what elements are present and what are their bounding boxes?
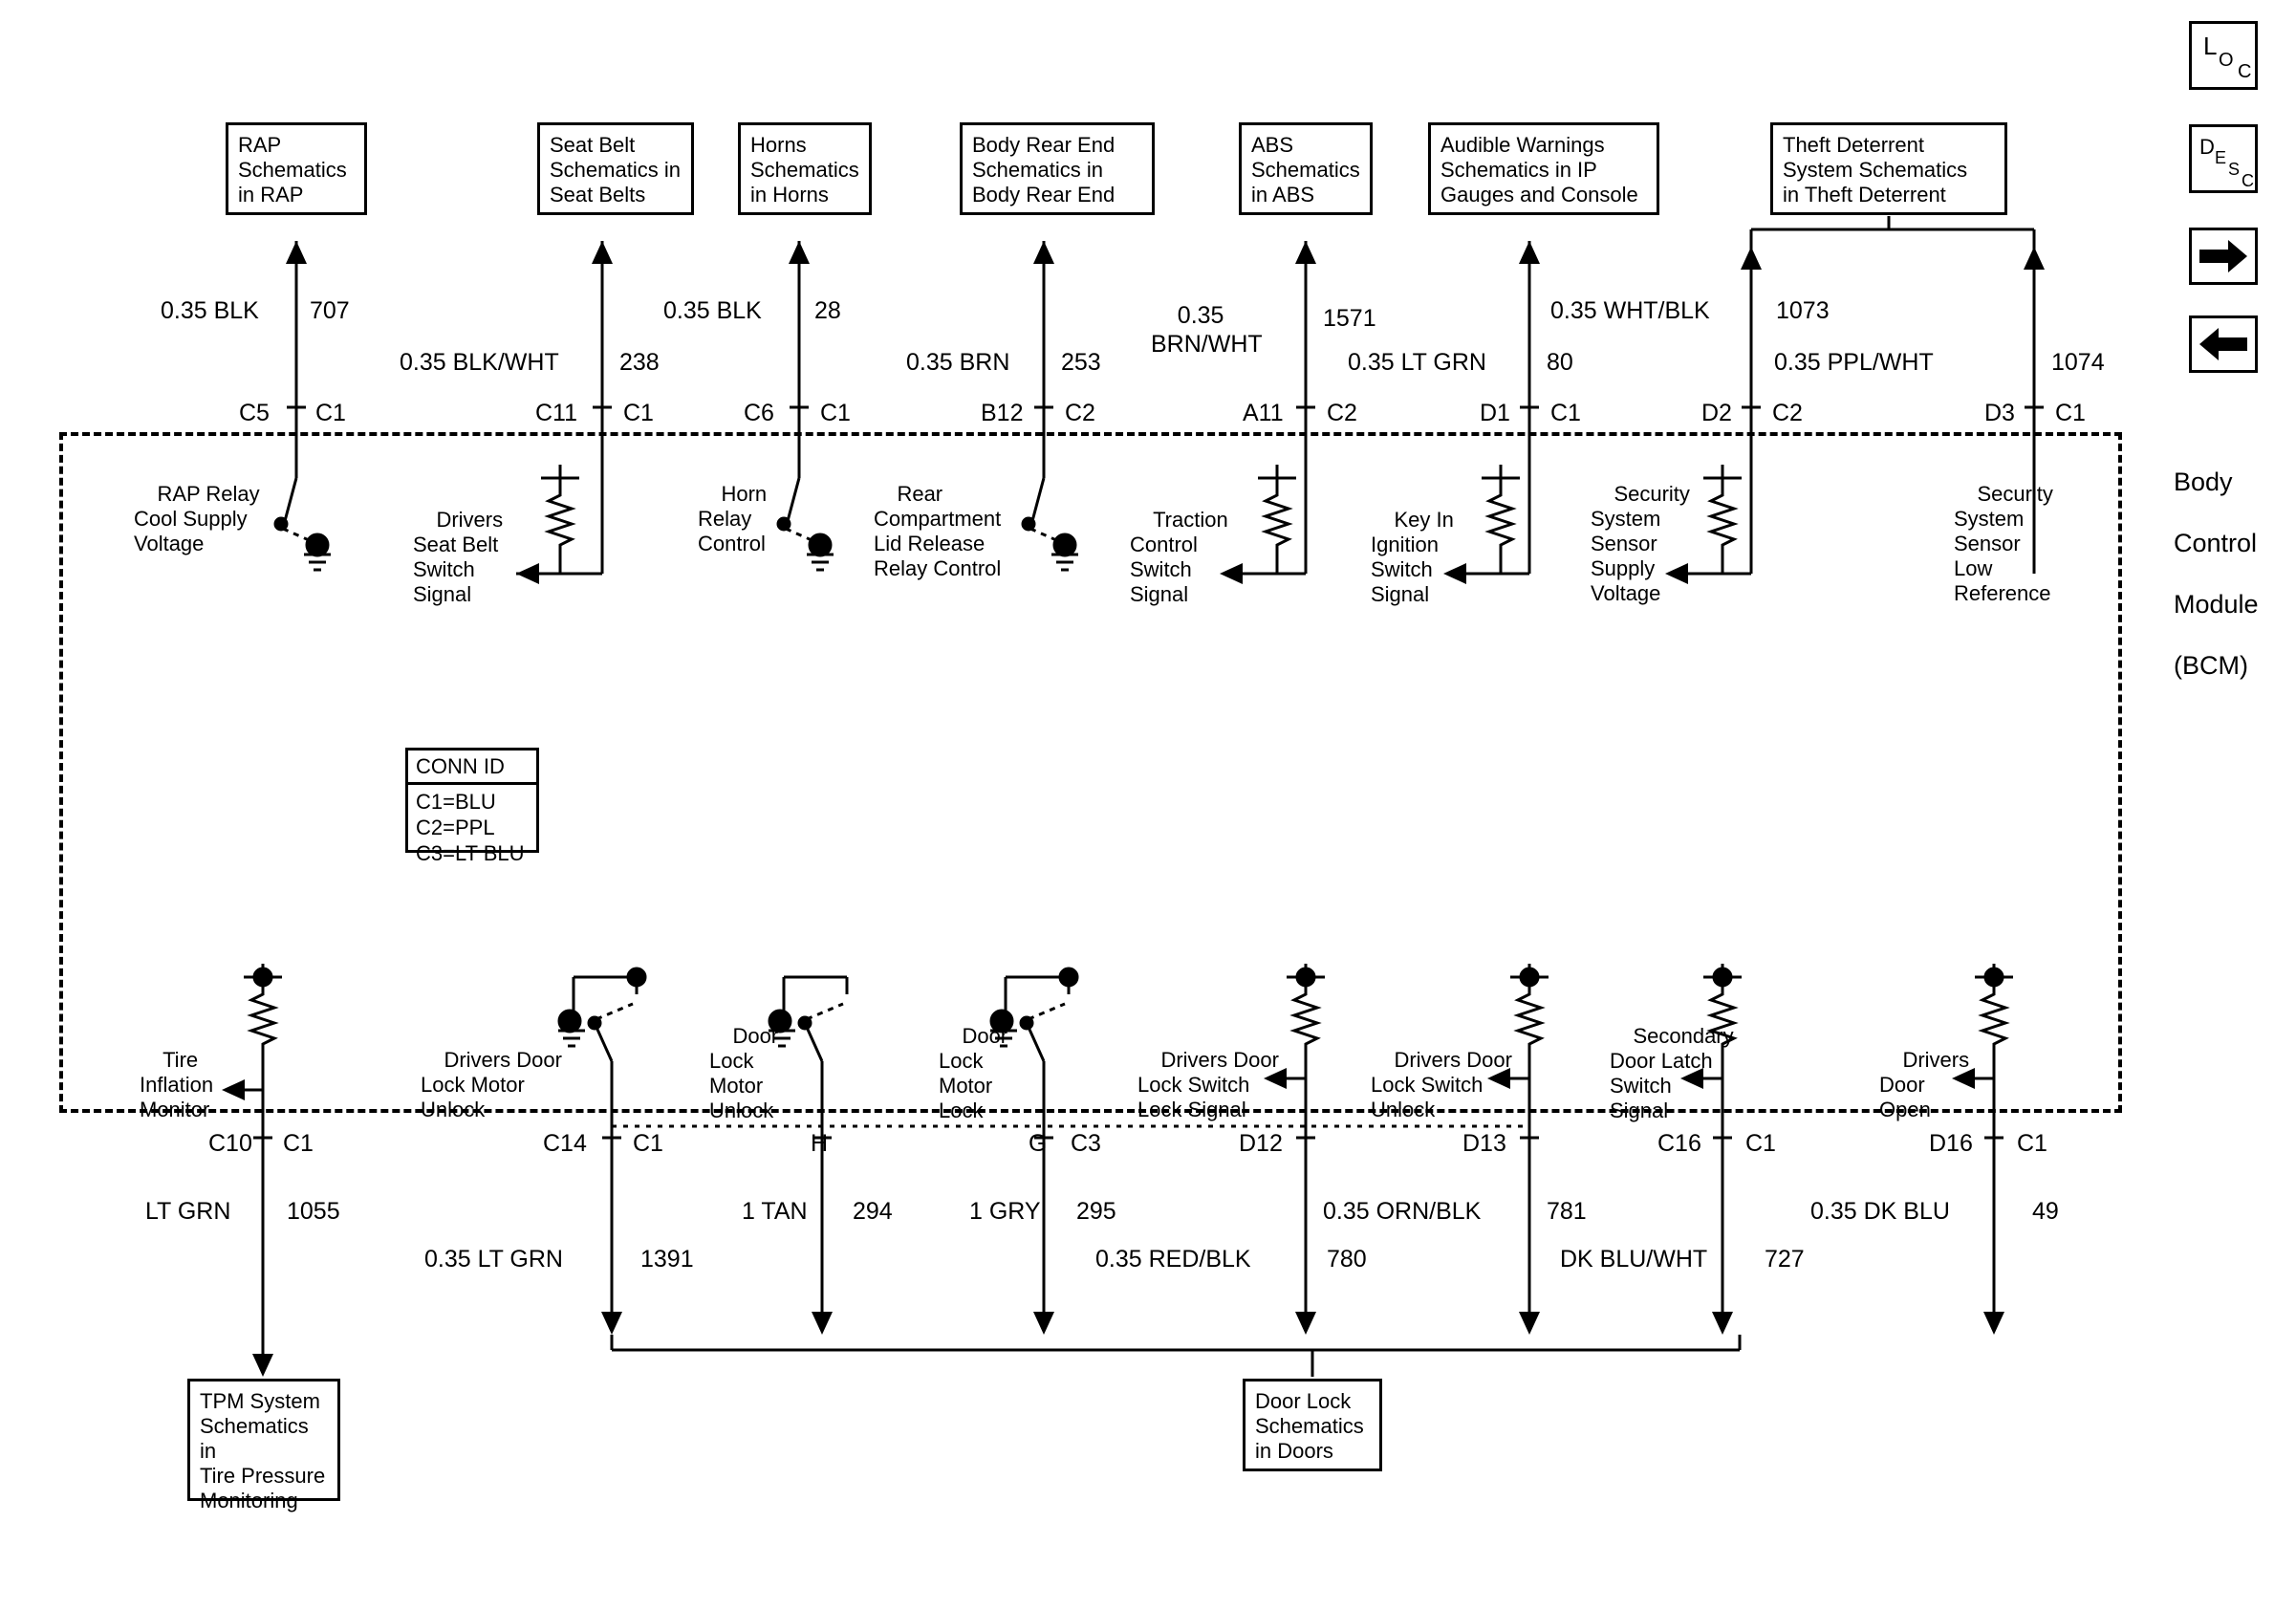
reference-box-line: Schematics (238, 158, 347, 182)
pin-label: D16 (1929, 1130, 1973, 1157)
reference-box-line: in Doors (1255, 1439, 1333, 1463)
wire-spec: 0.35 ORN/BLK (1323, 1198, 1482, 1225)
wire-spec: 0.35 BLK (161, 297, 259, 324)
svg-text:C: C (2242, 171, 2254, 190)
connector-label: C1 (2055, 400, 2086, 426)
reference-box-line: in RAP (238, 183, 304, 207)
wire-circuit: 253 (1061, 349, 1101, 376)
reference-box-line: Monitoring (200, 1489, 298, 1512)
signal-label: Traction Control Switch Signal (1130, 508, 1228, 606)
connector-label: C1 (633, 1130, 663, 1157)
pin-label: A11 (1243, 400, 1284, 426)
reference-box-line: Theft Deterrent (1783, 133, 1924, 157)
pin-label: D1 (1480, 400, 1510, 426)
wire-spec: DK BLU/WHT (1560, 1246, 1708, 1273)
reference-box-line: in Theft Deterrent (1783, 183, 1946, 207)
wire-spec: 0.35 WHT/BLK (1550, 297, 1710, 324)
svg-text:L: L (2203, 32, 2218, 60)
connector-label: C1 (820, 400, 851, 426)
wire-spec: 0.35 BLK/WHT (400, 349, 559, 376)
reference-box-line: Body Rear End (972, 133, 1116, 157)
pin-label: G (1029, 1130, 1048, 1157)
wire-spec: 0.35 LT GRN (1348, 349, 1486, 376)
wire-circuit: 1074 (2051, 349, 2105, 376)
reference-box-line: Body Rear End (972, 183, 1116, 207)
wire-spec: 0.35 BRN/WHT (1151, 302, 1263, 358)
pin-label: C6 (744, 400, 774, 426)
wire-circuit: 780 (1327, 1246, 1367, 1273)
signal-label: Drivers Door Lock Motor Unlock (421, 1048, 562, 1121)
wire-spec: 1 GRY (969, 1198, 1041, 1225)
pin-label: D2 (1701, 400, 1732, 426)
reference-box-line: Tire Pressure (200, 1464, 326, 1488)
svg-text:C: C (2238, 61, 2252, 82)
reference-box-line: Door Lock (1255, 1389, 1352, 1413)
signal-label: Drivers Door Open (1879, 1048, 1970, 1121)
reference-box-line: Seat Belt (550, 133, 636, 157)
reference-box-line: Schematics (1251, 158, 1360, 182)
reference-box-line: in ABS (1251, 183, 1315, 207)
reference-box-line: Schematics in (550, 158, 681, 182)
wire-circuit: 238 (619, 349, 660, 376)
reference-box-line: RAP (238, 133, 282, 157)
wire-spec: 0.35 PPL/WHT (1774, 349, 1934, 376)
signal-label: Tire Inflation Monitor (140, 1048, 214, 1121)
conn-id-header: CONN ID (408, 751, 536, 785)
wire-spec: 0.35 BLK (663, 297, 762, 324)
wire-circuit: 1391 (640, 1246, 694, 1273)
signal-label: Horn Relay Control (698, 482, 768, 555)
connector-label: C2 (1065, 400, 1095, 426)
pin-label: D12 (1239, 1130, 1283, 1157)
reference-box-line: Schematics in IP (1440, 158, 1597, 182)
wire-spec: 1 TAN (742, 1198, 808, 1225)
connector-label: C1 (283, 1130, 314, 1157)
pin-label: C16 (1657, 1130, 1701, 1157)
wire-circuit: 727 (1765, 1246, 1805, 1273)
wire-circuit: 80 (1547, 349, 1573, 376)
connector-label: C1 (623, 400, 654, 426)
reference-box-line: Horns (750, 133, 807, 157)
svg-text:E: E (2215, 148, 2227, 167)
connector-label: C1 (2017, 1130, 2047, 1157)
pin-label: D3 (1984, 400, 2015, 426)
reference-box-line: TPM System (200, 1389, 320, 1413)
wire-circuit: 49 (2032, 1198, 2059, 1225)
pin-label: B12 (981, 400, 1024, 426)
conn-id-row: C2=PPL (416, 816, 495, 839)
signal-label: Secondary Door Latch Switch Signal (1610, 1024, 1734, 1122)
wire-spec: 0.35 LT GRN (424, 1246, 563, 1273)
pin-label: H (811, 1130, 829, 1157)
wire-spec: LT GRN (145, 1198, 231, 1225)
pin-label: C10 (208, 1130, 252, 1157)
signal-label: Drivers Seat Belt Switch Signal (413, 508, 504, 606)
wire-circuit: 1055 (287, 1198, 340, 1225)
conn-id-row: C3=LT BLU (416, 841, 525, 865)
signal-label: Security System Sensor Supply Voltage (1591, 482, 1690, 605)
pin-label: D13 (1462, 1130, 1506, 1157)
wire-spec: 0.35 BRN (906, 349, 1010, 376)
wire-circuit: 28 (814, 297, 841, 324)
pin-label: C14 (543, 1130, 587, 1157)
wire-circuit: 1571 (1323, 305, 1376, 332)
signal-label: Door Lock Motor Lock (939, 1024, 1008, 1122)
signal-label: Drivers Door Lock Switch Lock Signal (1137, 1048, 1279, 1121)
wire-circuit: 781 (1547, 1198, 1587, 1225)
signal-label: Drivers Door Lock Switch Unlock (1371, 1048, 1512, 1121)
svg-text:S: S (2228, 160, 2241, 179)
connector-label: C3 (1071, 1130, 1101, 1157)
svg-text:O: O (2219, 50, 2234, 71)
reference-box-line: Schematics (1255, 1414, 1364, 1438)
wire-spec: 0.35 DK BLU (1810, 1198, 1950, 1225)
reference-box-line: Seat Belts (550, 183, 646, 207)
wire-circuit: 707 (310, 297, 350, 324)
connector-label: C2 (1327, 400, 1357, 426)
reference-box-line: Schematics in (200, 1414, 309, 1463)
wire-circuit: 295 (1076, 1198, 1116, 1225)
wire-circuit: 294 (853, 1198, 893, 1225)
connector-label: C1 (1550, 400, 1581, 426)
conn-id-row: C1=BLU (416, 790, 496, 814)
wire-spec: 0.35 RED/BLK (1095, 1246, 1251, 1273)
svg-text:D: D (2199, 135, 2215, 159)
reference-box-line: System Schematics (1783, 158, 1968, 182)
signal-label: RAP Relay Cool Supply Voltage (134, 482, 260, 555)
signal-label: Key In Ignition Switch Signal (1371, 508, 1454, 606)
pin-label: C11 (535, 400, 578, 426)
connector-label: C1 (315, 400, 346, 426)
signal-label: Door Lock Motor Unlock (709, 1024, 779, 1122)
reference-box-line: Schematics in (972, 158, 1103, 182)
reference-box-line: Audible Warnings (1440, 133, 1605, 157)
connector-label: C1 (1745, 1130, 1776, 1157)
signal-label: Security System Sensor Low Reference (1954, 482, 2053, 605)
reference-box-line: ABS (1251, 133, 1294, 157)
reference-box-line: Schematics (750, 158, 859, 182)
wire-circuit: 1073 (1776, 297, 1830, 324)
pin-label: C5 (239, 400, 270, 426)
reference-box-line: in Horns (750, 183, 829, 207)
signal-label: Rear Compartment Lid Release Relay Control (874, 482, 1002, 580)
reference-box-line: Gauges and Console (1440, 183, 1638, 207)
connector-label: C2 (1772, 400, 1803, 426)
bcm-title: Body Control Module (BCM) (2174, 468, 2259, 680)
